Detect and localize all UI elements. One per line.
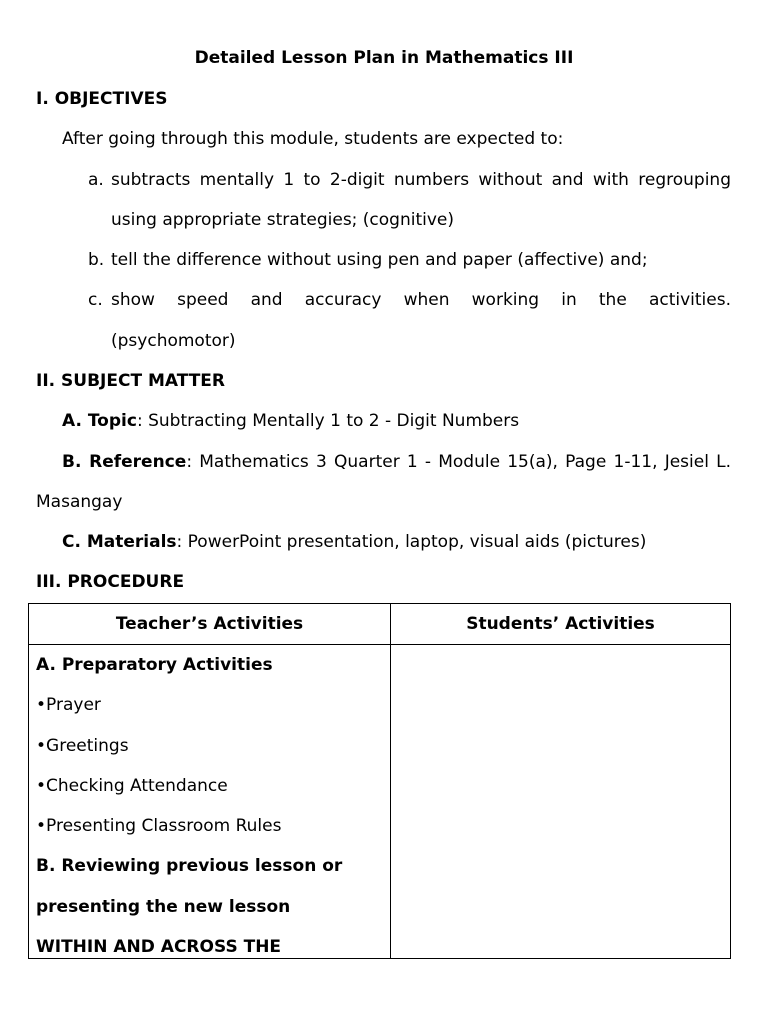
objectives-intro: After going through this module, students are expected to: [62, 129, 564, 149]
reference-continued: Masangay [36, 492, 123, 512]
teacher-activities-cell [29, 645, 391, 959]
students-activities-header: Students’ Activities [391, 604, 731, 645]
table-header-row [29, 604, 731, 645]
teacher-activity-line: presenting the new lesson [36, 896, 291, 917]
teacher-activity-line: A. Preparatory Activities [36, 655, 273, 675]
teacher-activity-line: •Presenting Classroom Rules [36, 816, 282, 837]
objective-a-letter: a. [88, 170, 104, 190]
table-row [29, 645, 731, 959]
document-title: Detailed Lesson Plan in Mathematics III [194, 48, 574, 68]
objectives-heading: I. OBJECTIVES [36, 89, 168, 109]
objective-a-line2: using appropriate strategies; (cognitive) [111, 210, 455, 230]
subject-matter-heading: II. SUBJECT MATTER [36, 371, 226, 391]
topic-value: : Subtracting Mentally 1 to 2 - Digit Numbers [136, 411, 520, 431]
objective-c-letter: c. [88, 290, 103, 310]
students-activities-cell [391, 645, 731, 959]
teacher-activity-line: •Checking Attendance [36, 775, 228, 796]
objective-c-line1: show speed and accuracy when working in the activities. [111, 290, 731, 310]
reference-line [62, 452, 731, 472]
reference-label: B. Reference [62, 452, 187, 472]
objective-b-letter: b. [88, 250, 105, 270]
objective-a-line1: subtracts mentally 1 to 2-digit numbers without and with regrouping [111, 170, 731, 190]
topic-line [62, 411, 519, 431]
topic-label: A. Topic [62, 411, 137, 431]
teacher-activity-line: B. Reviewing previous lesson or [36, 856, 343, 877]
teacher-activity-line: WITHIN AND ACROSS THE [36, 937, 282, 958]
teacher-activity-line: •Prayer [36, 695, 101, 716]
teacher-activities-header: Teacher’s Activities [29, 604, 391, 645]
materials-value: : PowerPoint presentation, laptop, visual aids (pictures) [176, 532, 647, 552]
procedure-heading: III. PROCEDURE [36, 572, 185, 592]
reference-value: : Mathematics 3 Quarter 1 - Module 15(a), Page 1-11, Jesiel L. [186, 452, 731, 472]
materials-label: C. Materials [62, 532, 177, 552]
procedure-table [28, 603, 731, 959]
materials-line [62, 532, 646, 552]
objective-c-line2: (psychomotor) [111, 331, 236, 351]
objective-b-line1: tell the difference without using pen and paper (affective) and; [111, 250, 648, 270]
teacher-activity-line: •Greetings [36, 735, 129, 756]
